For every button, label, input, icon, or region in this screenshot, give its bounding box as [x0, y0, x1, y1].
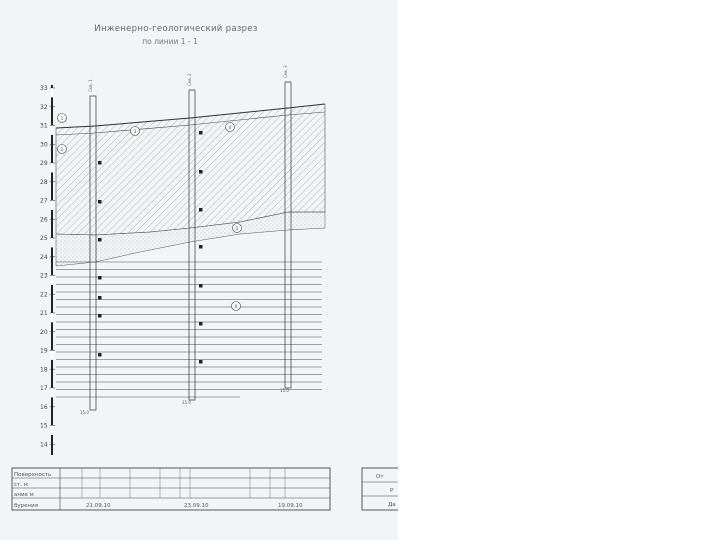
legend-marker-number: 2: [60, 147, 64, 152]
bottom-table: [12, 468, 330, 510]
sample-marker: [199, 208, 203, 212]
table-row-label-1: Поверхность: [14, 472, 52, 478]
elevation-tick-label: 27: [40, 197, 48, 205]
axis-segment: [51, 276, 53, 285]
axis-segment: [51, 407, 53, 416]
sample-marker: [98, 314, 102, 318]
elevation-tick-label: 23: [40, 272, 48, 280]
legend-marker-number: 4: [228, 125, 232, 130]
elevation-tick-label: 19: [40, 347, 48, 355]
elevation-tick-label: 17: [40, 385, 48, 392]
axis-segment: [51, 107, 53, 116]
sample-marker: [199, 284, 203, 288]
axis-segment: [51, 144, 53, 153]
sample-marker: [98, 200, 102, 204]
elevation-tick-label: 21: [40, 310, 48, 317]
right-box-label-2: Р: [390, 488, 394, 494]
axis-segment: [51, 332, 53, 341]
right-box-label-1: От: [376, 474, 384, 480]
elevation-tick-label: 33: [40, 85, 48, 92]
sample-marker: [199, 322, 203, 326]
elevation-tick-label: 30: [40, 141, 48, 149]
table-row-label-3: ание м: [14, 492, 34, 498]
sample-marker: [199, 245, 203, 249]
elevation-tick-label: 16: [40, 403, 48, 411]
sample-marker: [199, 170, 203, 174]
axis-segment: [51, 257, 53, 266]
axis-segment: [51, 182, 53, 191]
elevation-tick-label: 25: [40, 235, 48, 242]
axis-segment: [51, 388, 53, 397]
section-title: Инженерно-геологический разрез: [94, 24, 258, 34]
table-date-3: 19.09.10: [278, 503, 303, 509]
axis-segment: [51, 294, 53, 303]
elevation-tick-label: 15: [40, 422, 48, 430]
axis-segment: [51, 426, 53, 435]
axis-segment: [51, 201, 53, 210]
table-row-label-4: бурения: [14, 503, 39, 509]
elevation-tick-label: 24: [40, 253, 48, 261]
depth-label-3: 15.0: [280, 388, 289, 393]
depth-label-2: 15.0: [182, 400, 191, 405]
elevation-tick-label: 32: [40, 103, 48, 111]
elevation-tick-label: 18: [40, 366, 48, 374]
sample-marker: [199, 360, 203, 364]
blank-area: [398, 0, 720, 540]
axis-segment: [51, 238, 53, 247]
section-subtitle: по линии 1 - 1: [142, 37, 198, 46]
borehole-1-label: Скв. 1: [88, 79, 93, 92]
legend-marker-number: 1: [60, 116, 64, 121]
axis-segment: [51, 219, 53, 228]
sample-marker: [98, 161, 102, 165]
axis-segment: [51, 88, 53, 97]
axis-segment: [51, 369, 53, 378]
legend-marker-number: 3: [133, 129, 137, 134]
elevation-tick-label: 28: [40, 178, 48, 186]
elevation-tick-label: 20: [40, 328, 48, 336]
table-date-2: 23.09.10: [184, 503, 209, 509]
right-box-label-3: Да: [388, 502, 396, 508]
legend-marker-number: 6: [234, 304, 238, 309]
right-partial-box: [362, 468, 398, 510]
sample-marker: [98, 238, 102, 242]
sample-marker: [199, 131, 203, 135]
table-row-label-2: ст. м: [14, 482, 28, 488]
axis-segment: [51, 163, 53, 172]
legend-marker-number: 5: [235, 226, 239, 231]
elevation-tick-label: 29: [40, 160, 48, 167]
axis-segment: [51, 351, 53, 360]
sample-marker: [98, 353, 102, 357]
table-date-1: 21.09.10: [86, 503, 111, 509]
elevation-tick-label: 22: [40, 291, 48, 299]
elevation-tick-label: 26: [40, 216, 48, 224]
borehole-2-label: Скв. 2: [187, 73, 192, 86]
axis-segment: [51, 126, 53, 135]
axis-segment: [51, 313, 53, 322]
depth-label-1: 15.0: [80, 410, 89, 415]
borehole-3-label: Скв. 3: [283, 65, 288, 78]
elevation-tick-label: 14: [40, 441, 48, 449]
sample-marker: [98, 296, 102, 300]
sample-marker: [98, 276, 102, 280]
elevation-tick-label: 31: [40, 122, 48, 130]
